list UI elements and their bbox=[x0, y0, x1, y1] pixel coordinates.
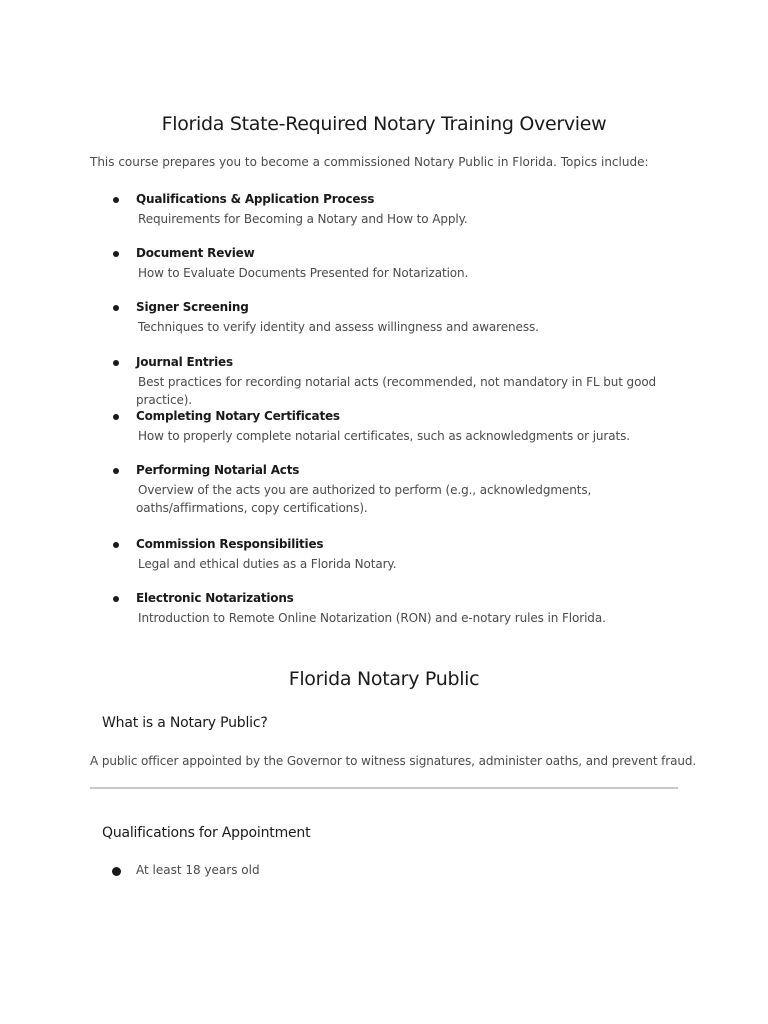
topic-description: How to Evaluate Documents Presented for Notarization. bbox=[138, 266, 469, 280]
topic-name: Performing Notarial Acts bbox=[136, 463, 300, 477]
intro-text: This course prepares you to become a commissioned Notary Public in Florida. Topics include: bbox=[90, 155, 649, 169]
bullet-icon bbox=[113, 414, 119, 420]
topic-description: Requirements for Becoming a Notary and How to Apply. bbox=[138, 212, 468, 226]
topic-name: Signer Screening bbox=[136, 300, 249, 314]
topic-name: Completing Notary Certificates bbox=[136, 409, 340, 423]
qualification-text: At least 18 years old bbox=[136, 863, 260, 877]
topic-description: Introduction to Remote Online Notarization (RON) and e-notary rules in Florida. bbox=[138, 611, 606, 625]
topic-description: Overview of the acts you are authorized to perform (e.g., acknowledgments, oaths/affirmations, copy certifications). bbox=[136, 483, 592, 515]
topic-name: Journal Entries bbox=[136, 355, 233, 369]
topic-description: How to properly complete notarial certificates, such as acknowledgments or jurats. bbox=[138, 429, 630, 443]
section-title: Florida Notary Public bbox=[288, 668, 480, 690]
horizontal-divider bbox=[90, 787, 678, 789]
page-title: Florida State-Required Notary Training Overview bbox=[161, 113, 607, 135]
bullet-icon bbox=[113, 251, 119, 257]
bullet-icon bbox=[112, 867, 121, 876]
bullet-icon bbox=[113, 360, 119, 366]
bullet-icon bbox=[113, 596, 119, 602]
topic-name: Qualifications & Application Process bbox=[136, 192, 375, 206]
qualifications-heading: Qualifications for Appointment bbox=[102, 825, 311, 841]
topic-name: Electronic Notarizations bbox=[136, 591, 294, 605]
bullet-icon bbox=[113, 305, 119, 311]
topic-description: Legal and ethical duties as a Florida Notary. bbox=[138, 557, 397, 571]
notary-definition: A public officer appointed by the Governor to witness signatures, administer oaths, and prevent fraud. bbox=[90, 754, 697, 768]
topic-name: Commission Responsibilities bbox=[136, 537, 324, 551]
bullet-icon bbox=[113, 468, 119, 474]
topic-description: Techniques to verify identity and assess willingness and awareness. bbox=[138, 320, 539, 334]
what-is-notary-heading: What is a Notary Public? bbox=[102, 715, 268, 731]
bullet-icon bbox=[113, 542, 119, 548]
topic-description: Best practices for recording notarial acts (recommended, not mandatory in FL but good practice). bbox=[136, 375, 657, 407]
bullet-icon bbox=[113, 197, 119, 203]
topic-name: Document Review bbox=[136, 246, 255, 260]
